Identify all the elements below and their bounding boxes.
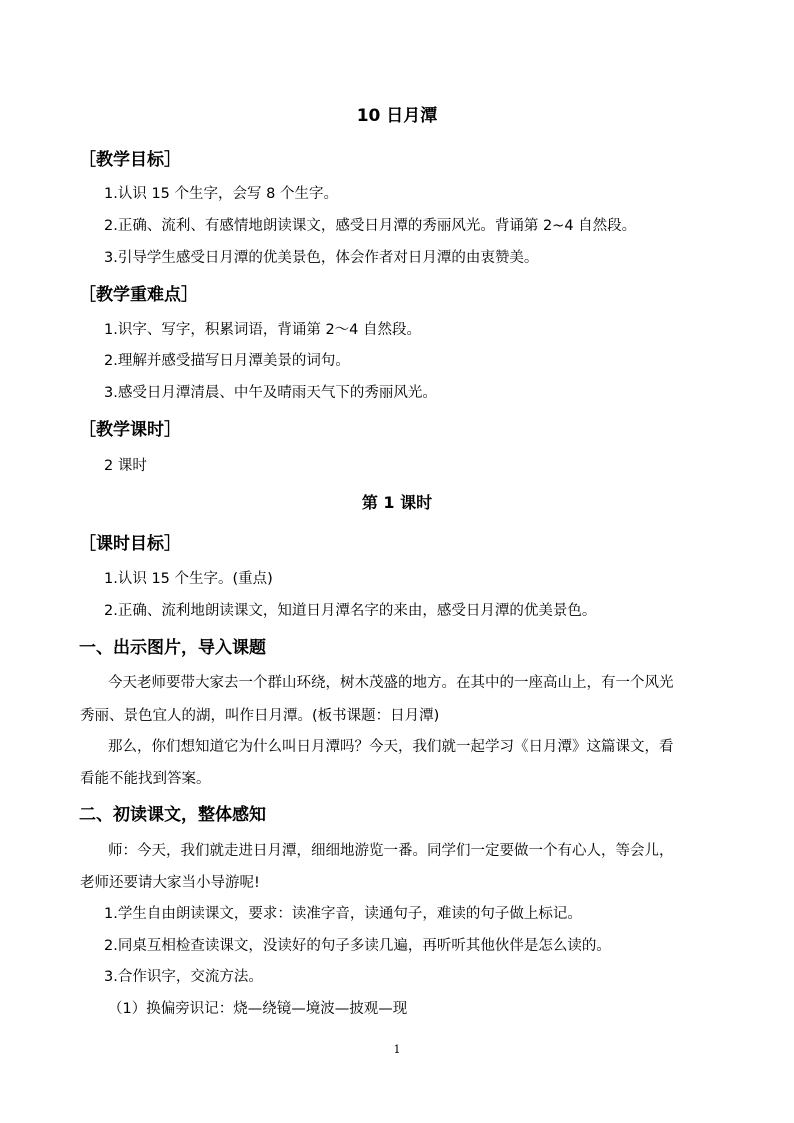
list-item: 2.同桌互相检查读课文，没读好的句子多读几遍，再听听其他伙伴是怎么读的。 [104,938,611,954]
document-title: 10 日月潭 [356,106,438,126]
list-item: 2.正确、流利地朗读课文，知道日月潭名字的来由，感受日月潭的优美景色。 [104,603,597,619]
paragraph-line: 今天老师要带大家去一个群山环绕，树木茂盛的地方。在其中的一座高山上，有一个风光 [108,675,674,691]
list-item: 2.理解并感受描写日月潭美景的词句。 [104,353,350,369]
list-item: 3.引导学生感受日月潭的优美景色，体会作者对日月潭的由衷赞美。 [104,250,539,266]
paragraph-line: 秀丽、景色宜人的湖，叫作日月潭。(板书课题：日月潭) [80,708,440,724]
part-heading-1: 一、出示图片，导入课题 [79,638,266,658]
paragraph-line: 那么，你们想知道它为什么叫日月潭吗？今天，我们就一起学习《日月潭》这篇课文，看 [108,739,674,755]
class-hours-value: 2 课时 [104,458,147,474]
section-heading-lesson-goals: ［课时目标］ [79,534,181,554]
paragraph-line: 师：今天，我们就走进日月潭，细细地游览一番。同学们一定要做一个有心人，等会儿， [108,843,674,859]
section-heading-key-points: ［教学重难点］ [79,285,198,305]
list-item: 3.感受日月潭清晨、中午及晴雨天气下的秀丽风光。 [104,385,437,401]
paragraph-line: 老师还要请大家当小导游呢! [80,875,260,891]
section-heading-class-hours: ［教学课时］ [79,420,181,440]
lesson-heading: 第 1 课时 [361,493,433,512]
section-heading-teaching-goals: ［教学目标］ [79,150,181,170]
list-item: 1.认识 15 个生字。(重点) [104,571,273,587]
list-item: 3.合作识字，交流方法。 [104,969,263,985]
list-item: 1.识字、写字，积累词语，背诵第 2～4 自然段。 [104,322,422,338]
paragraph-line: 看能不能找到答案。 [80,771,211,787]
list-item: 2.正确、流利、有感情地朗读课文，感受日月潭的秀丽风光。背诵第 2~4 自然段。 [104,218,637,234]
list-item: 1.认识 15 个生字，会写 8 个生字。 [104,186,338,202]
list-item: 1.学生自由朗读课文，要求：读准字音，读通句子，难读的句子做上标记。 [104,906,582,922]
list-item: （1）换偏旁识记：烧—绕镜—境波—披观—现 [108,1001,408,1017]
part-heading-2: 二、初读课文，整体感知 [79,805,266,825]
page-number: 1 [393,1043,401,1056]
